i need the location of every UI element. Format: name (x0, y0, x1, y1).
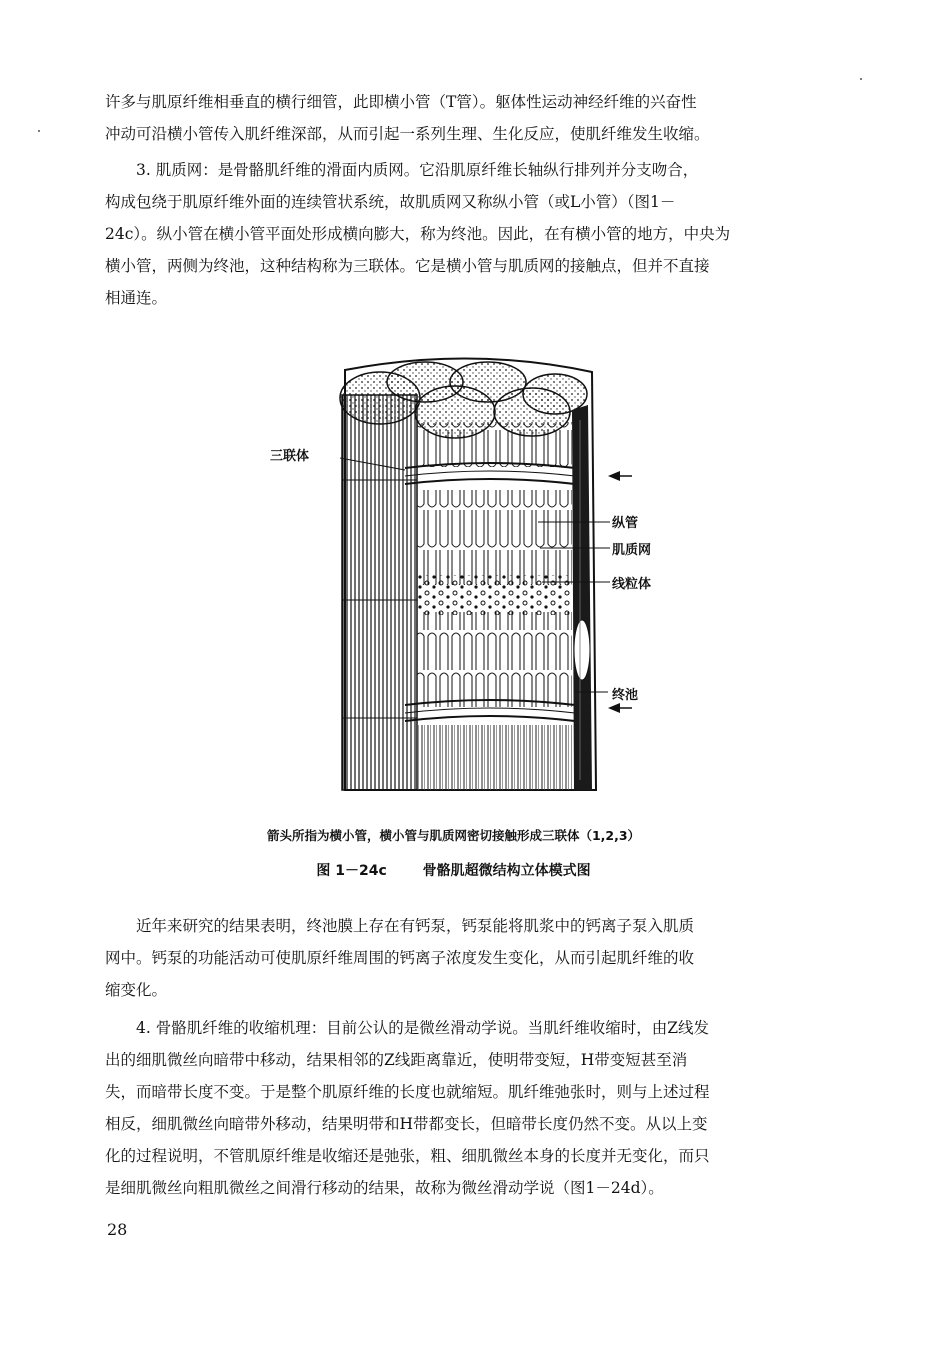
page-number: 28 (107, 1220, 128, 1239)
paragraph-2 (105, 154, 802, 314)
label-terminal-cisterna: 终池 (612, 688, 639, 703)
text-line: 缩变化。 (105, 981, 168, 999)
text-line: 构成包绕于肌原纤维外面的连续管状系统，故肌质网又称纵小管（或L小管）（图1－ (105, 193, 676, 211)
text-line: 相反，细肌微丝向暗带外移动，结果明带和H带都变长，但暗带长度仍然不变。从以上变 (105, 1115, 708, 1133)
muscle-fiber-illustration (270, 350, 670, 810)
text-line: 相通连。 (105, 289, 168, 307)
figure-caption (105, 860, 802, 880)
text-line: 横小管，两侧为终池，这种结构称为三联体。它是横小管与肌质网的接触点，但并不直接 (105, 257, 710, 275)
scan-speck (38, 130, 40, 132)
scan-speck (860, 78, 862, 80)
figure-note: 箭头所指为横小管，横小管与肌质网密切接触形成三联体（1,2,3） (266, 828, 641, 843)
label-triad: 三联体 (270, 449, 310, 464)
text-line: 是细肌微丝向粗肌微丝之间滑行移动的结果，故称为微丝滑动学说（图1－24d）。 (105, 1179, 664, 1197)
text-line: 24c）。纵小管在横小管平面处形成横向膨大，称为终池。因此，在有横小管的地方，中央为 (105, 225, 731, 243)
text-line: 化的过程说明，不管肌原纤维是收缩还是弛张，粗、细肌微丝本身的长度并无变化，而只 (105, 1147, 710, 1165)
figure-caption-number: 图 1－24c (316, 863, 387, 879)
text-line: 近年来研究的结果表明，终池膜上存在有钙泵，钙泵能将肌浆中的钙离子泵入肌质 (136, 917, 695, 935)
figure-caption-title: 骨骼肌超微结构立体模式图 (422, 863, 591, 879)
text-line: 失，而暗带长度不变。于是整个肌原纤维的长度也就缩短。肌纤维弛张时，则与上述过程 (105, 1083, 710, 1101)
paragraph-4 (105, 1012, 802, 1204)
paragraph-3 (105, 910, 802, 1006)
label-sarcoplasmic-reticulum: 肌质网 (612, 543, 652, 558)
text-line: 3. 肌质网：是骨骼肌纤维的滑面内质网。它沿肌原纤维长轴纵行排列并分支吻合， (136, 161, 699, 179)
text-line: 冲动可沿横小管传入肌纤维深部，从而引起一系列生理、生化反应，使肌纤维发生收缩。 (105, 125, 710, 143)
muscle-ultrastructure-figure (270, 350, 670, 810)
paragraph-1 (105, 86, 802, 150)
text-line: 4. 骨骼肌纤维的收缩机理：目前公认的是微丝滑动学说。当肌纤维收缩时，由Z线发 (136, 1019, 709, 1037)
text-line: 出的细肌微丝向暗带中移动，结果相邻的Z线距离靠近，使明带变短，H带变短甚至消 (105, 1051, 688, 1069)
text-line: 许多与肌原纤维相垂直的横行细管，此即横小管（T管）。躯体性运动神经纤维的兴奋性 (105, 93, 697, 111)
label-longitudinal-tubule: 纵管 (612, 516, 639, 531)
label-mitochondria: 线粒体 (612, 577, 652, 592)
text-line: 网中。钙泵的功能活动可使肌原纤维周围的钙离子浓度发生变化，从而引起肌纤维的收 (105, 949, 695, 967)
